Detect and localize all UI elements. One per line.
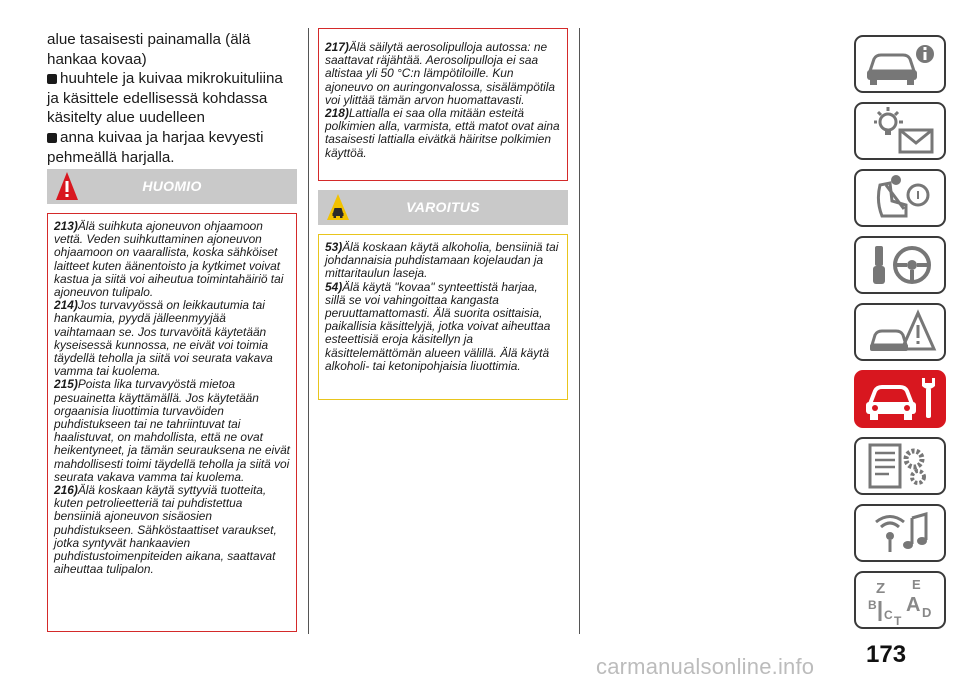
multimedia-note-icon bbox=[856, 506, 944, 560]
tab-maintenance[interactable] bbox=[854, 370, 946, 428]
bullet-item: anna kuivaa ja harjaa kevyesti pehmeällä harjalla. bbox=[47, 128, 264, 166]
note-213: 213)Älä suihkuta ajoneuvon ohjaamoon vettä. Veden suihkuttaminen ajoneuvon ohjaamoon on vaarallista, koska sähköiset laitteet kuten äänentoisto ja kytkimet voivat kastua ja siitä voi aiheutua toimintahäiriö tai ajoneuvon tulipalo. bbox=[54, 219, 284, 300]
index-letter: D bbox=[922, 605, 932, 620]
intro-text bbox=[47, 30, 297, 167]
column-divider bbox=[579, 28, 580, 634]
watermark: carmanualsonline.info bbox=[596, 654, 815, 679]
intro-line: alue tasaisesti painamalla (älä hankaa kovaa) bbox=[47, 31, 251, 68]
bullet-icon bbox=[47, 74, 57, 84]
huomio-notes-continued bbox=[318, 28, 568, 181]
varoitus-notes bbox=[318, 234, 568, 400]
tab-car-info[interactable] bbox=[854, 35, 946, 93]
huomio-header bbox=[47, 169, 297, 204]
car-info-icon bbox=[856, 37, 944, 91]
bullet-icon bbox=[47, 133, 57, 143]
tab-emergency[interactable] bbox=[854, 303, 946, 361]
index-letter: C bbox=[884, 608, 893, 622]
varoitus-title: VAROITUS bbox=[406, 199, 480, 215]
huomio-notes bbox=[47, 213, 297, 632]
varoitus-header bbox=[318, 190, 568, 225]
tab-lights-messages[interactable] bbox=[854, 102, 946, 160]
note-217: 217)Älä säilytä aerosolipulloja autossa: ne saattavat räjähtää. Aerosolipulloja ei saa altistaa yli 50 °C:n lämpötiloille. Kun ajoneuvo on auringonvalossa, sisälämpötila voi ylittää tämän arvon huomattavasti. bbox=[325, 40, 556, 107]
tab-technical-data[interactable] bbox=[854, 437, 946, 495]
note-214: 214)Jos turvavyössä on leikkautumia tai hankaumia, pyydä jälleenmyyjää vaihtamaan se. Jos turvavöitä käytetään kyseisessä kunnossa, ne eivät voi toimia täydellä teholla ja siitä voi seurata vakava vamma tai kuolema. bbox=[54, 298, 273, 379]
tab-index[interactable] bbox=[854, 571, 946, 629]
seatbelt-airbag-icon bbox=[856, 171, 944, 225]
lights-message-icon bbox=[856, 104, 944, 158]
note-53: 53)Älä koskaan käytä alkoholia, bensiiniä tai johdannaisia puhdistamaan kojelaudan ja mittaritaulun laseja. bbox=[325, 240, 559, 281]
index-letter: B bbox=[868, 598, 877, 612]
index-letter: T bbox=[894, 614, 902, 627]
note-218: 218)Lattialla ei saa olla mitään esteitä polkimien alla, varmista, että matot ovat aina tasaisesti lattialla eivätkä häiritse polkimien käyttöä. bbox=[325, 106, 560, 160]
key-steering-wheel-icon bbox=[856, 238, 944, 292]
index-letter: A bbox=[906, 594, 921, 616]
index-letter: E bbox=[912, 577, 921, 592]
huomio-title: HUOMIO bbox=[142, 178, 202, 194]
bullet-item: huuhtele ja kuivaa mikrokuituliina ja käsittele edellisessä kohdassa käsitelty alue uudelleen bbox=[47, 70, 283, 127]
note-54: 54)Älä käytä "kovaa" synteettistä harjaa, sillä se voi vahingoittaa kangasta peruuttamattomasti. Älä suorita osittaisia, paikallisia käsittelyjä, jotka voivat aiheuttaa esteettisiä eroja käsitellyn ja käsittelemättömän alueen välillä. Älä käytä alkoholi- tai ketonipohjaisia liuottimia. bbox=[325, 279, 551, 373]
index-letter: Z bbox=[876, 580, 886, 597]
note-216: 216)Älä koskaan käytä syttyviä tuotteita, kuten petrolieetteriä tai puhdistettua bensiiniä ajoneuvon sisäosien puhdistukseen. Sähköstaattiset varaukset, jotka syntyvät hankaavien puhdistustoimenpiteiden aikana, saattavat aiheuttaa tulipalon. bbox=[54, 483, 277, 577]
page-number: 173 bbox=[866, 641, 907, 668]
car-wrench-icon bbox=[856, 372, 944, 426]
tab-safety[interactable] bbox=[854, 169, 946, 227]
column-divider bbox=[308, 28, 309, 634]
alphabet-index-icon bbox=[856, 573, 944, 627]
document-gears-icon bbox=[856, 439, 944, 493]
note-215: 215)Poista lika turvavyöstä mietoa pesuainetta käyttämällä. Jos käytetään orgaanisia liuottimia turvavöiden puhdistukseen tai ne tahriintuvat tai haalistuvat, on mahdollista, että ne ovat heikentyneet, ja tämän seurauksena ne eivät mahdollisesti toimi täydellä teholla ja siitä voi seurata vakava vamma tai kuolema. bbox=[54, 377, 290, 484]
tab-multimedia[interactable] bbox=[854, 504, 946, 562]
warning-triangle-car-icon bbox=[856, 305, 944, 359]
tab-starting-driving[interactable] bbox=[854, 236, 946, 294]
